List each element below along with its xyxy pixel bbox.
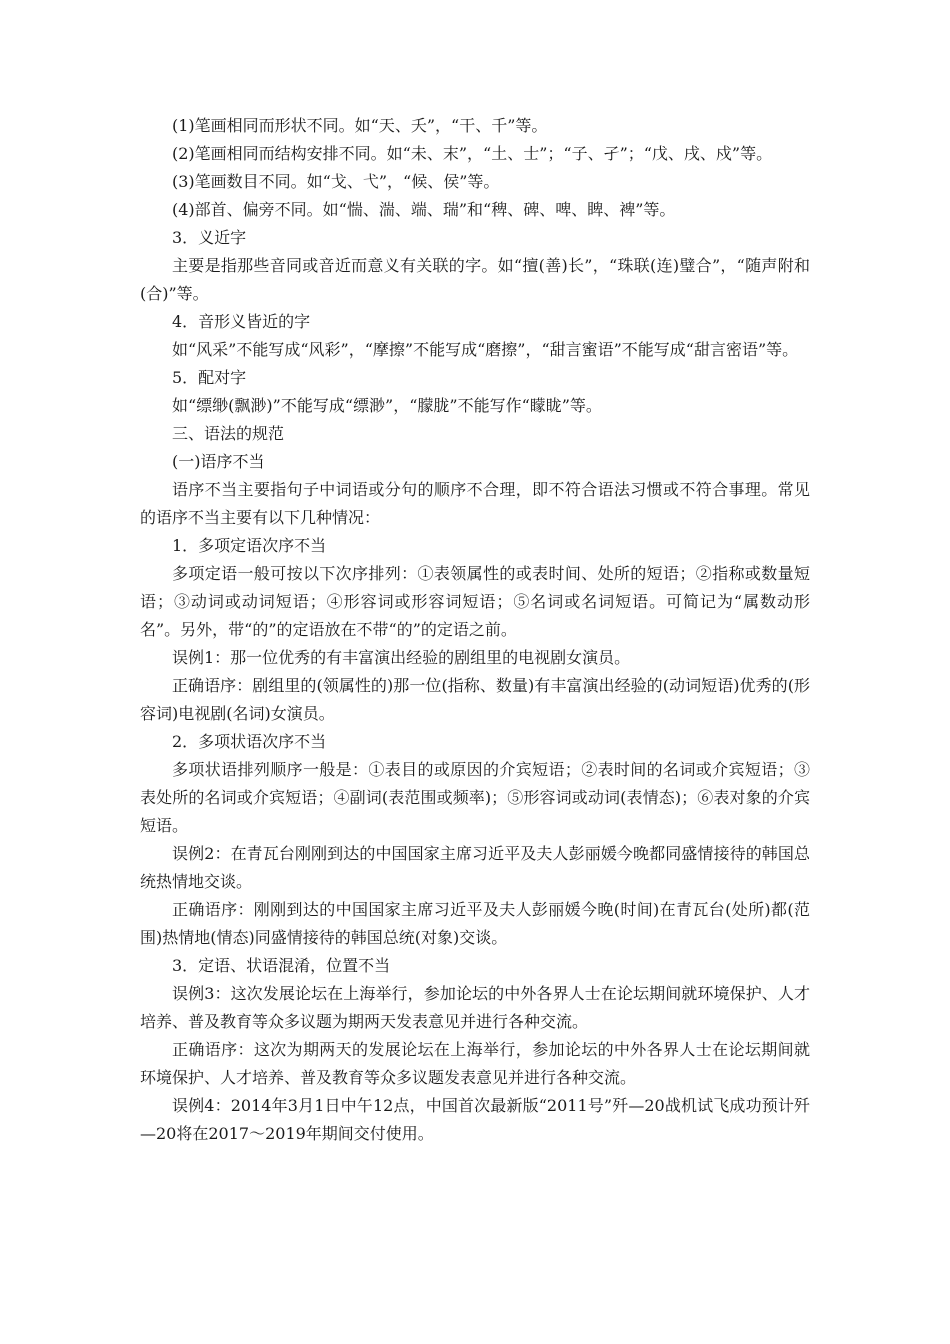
paragraph: 如“风采”不能写成“风彩”，“摩擦”不能写成“磨擦”，“甜言蜜语”不能写成“甜言密语”等。 — [172, 340, 799, 359]
example-correct: 正确语序：刚刚到达的中国国家主席习近平及夫人彭丽媛今晚(时间)在青瓦台(处所)都(范围)热情地(情态)同盛情接待的韩国总统(对象)交谈。 — [140, 900, 810, 947]
chapter-heading: 三、语法的规范 — [172, 424, 285, 443]
section-heading: 3．义近字 — [172, 228, 247, 247]
paragraph: 语序不当主要指句子中词语或分句的顺序不合理，即不符合语法习惯或不符合事理。常见的语序不当主要有以下几种情况： — [140, 480, 810, 527]
paragraph: (1)笔画相同而形状不同。如“天、夭”，“干、千”等。 — [172, 116, 548, 135]
paragraph: 多项定语一般可按以下次序排列：①表领属性的或表时间、处所的短语；②指称或数量短语；③动词或动词短语；④形容词或形容词短语；⑤名词或名词短语。可简记为“属数动形名”。另外，带“的”的定语放在不带“的”的定语之前。 — [140, 564, 810, 639]
example-correct: 正确语序：剧组里的(领属性的)那一位(指称、数量)有丰富演出经验的(动词短语)优秀的(形容词)电视剧(名词)女演员。 — [140, 676, 810, 723]
example-wrong: 误例4：2014年3月1日中午12点，中国首次最新版“2011号”歼—20战机试飞成功预计歼—20将在2017～2019年期间交付使用。 — [140, 1096, 810, 1143]
example-wrong: 误例1：那一位优秀的有丰富演出经验的剧组里的电视剧女演员。 — [172, 648, 631, 667]
subchapter-heading: (一)语序不当 — [172, 452, 265, 471]
example-correct: 正确语序：这次为期两天的发展论坛在上海举行，参加论坛的中外各界人士在论坛期间就环境保护、人才培养、普及教育等众多议题发表意见并进行各种交流。 — [140, 1040, 810, 1087]
section-heading: 5．配对字 — [172, 368, 247, 387]
section-heading: 4．音形义皆近的字 — [172, 312, 311, 331]
paragraph: (3)笔画数目不同。如“戈、弋”，“候、侯”等。 — [172, 172, 500, 191]
section-heading: 3．定语、状语混淆，位置不当 — [172, 956, 391, 975]
paragraph: (2)笔画相同而结构安排不同。如“未、末”，“土、士”；“子、孑”；“戊、戌、戍”等。 — [172, 144, 773, 163]
paragraph: (4)部首、偏旁不同。如“惴、湍、端、瑞”和“稗、碑、啤、睥、裨”等。 — [172, 200, 676, 219]
example-wrong: 误例2：在青瓦台刚刚到达的中国国家主席习近平及夫人彭丽媛今晚都同盛情接待的韩国总统热情地交谈。 — [140, 844, 810, 891]
example-wrong: 误例3：这次发展论坛在上海举行，参加论坛的中外各界人士在论坛期间就环境保护、人才培养、普及教育等众多议题为期两天发表意见并进行各种交流。 — [140, 984, 810, 1031]
paragraph: 多项状语排列顺序一般是：①表目的或原因的介宾短语；②表时间的名词或介宾短语；③表处所的名词或介宾短语；④副词(表范围或频率)；⑤形容词或动词(表情态)；⑥表对象的介宾短语。 — [140, 760, 810, 835]
paragraph: 主要是指那些音同或音近而意义有关联的字。如“擅(善)长”，“珠联(连)璧合”，“随声附和(合)”等。 — [140, 256, 810, 303]
section-heading: 1．多项定语次序不当 — [172, 536, 327, 555]
document-body — [140, 112, 810, 1148]
paragraph: 如“缥缈(飘渺)”不能写成“缥渺”，“朦胧”不能写作“矇眬”等。 — [172, 396, 602, 415]
section-heading: 2．多项状语次序不当 — [172, 732, 327, 751]
